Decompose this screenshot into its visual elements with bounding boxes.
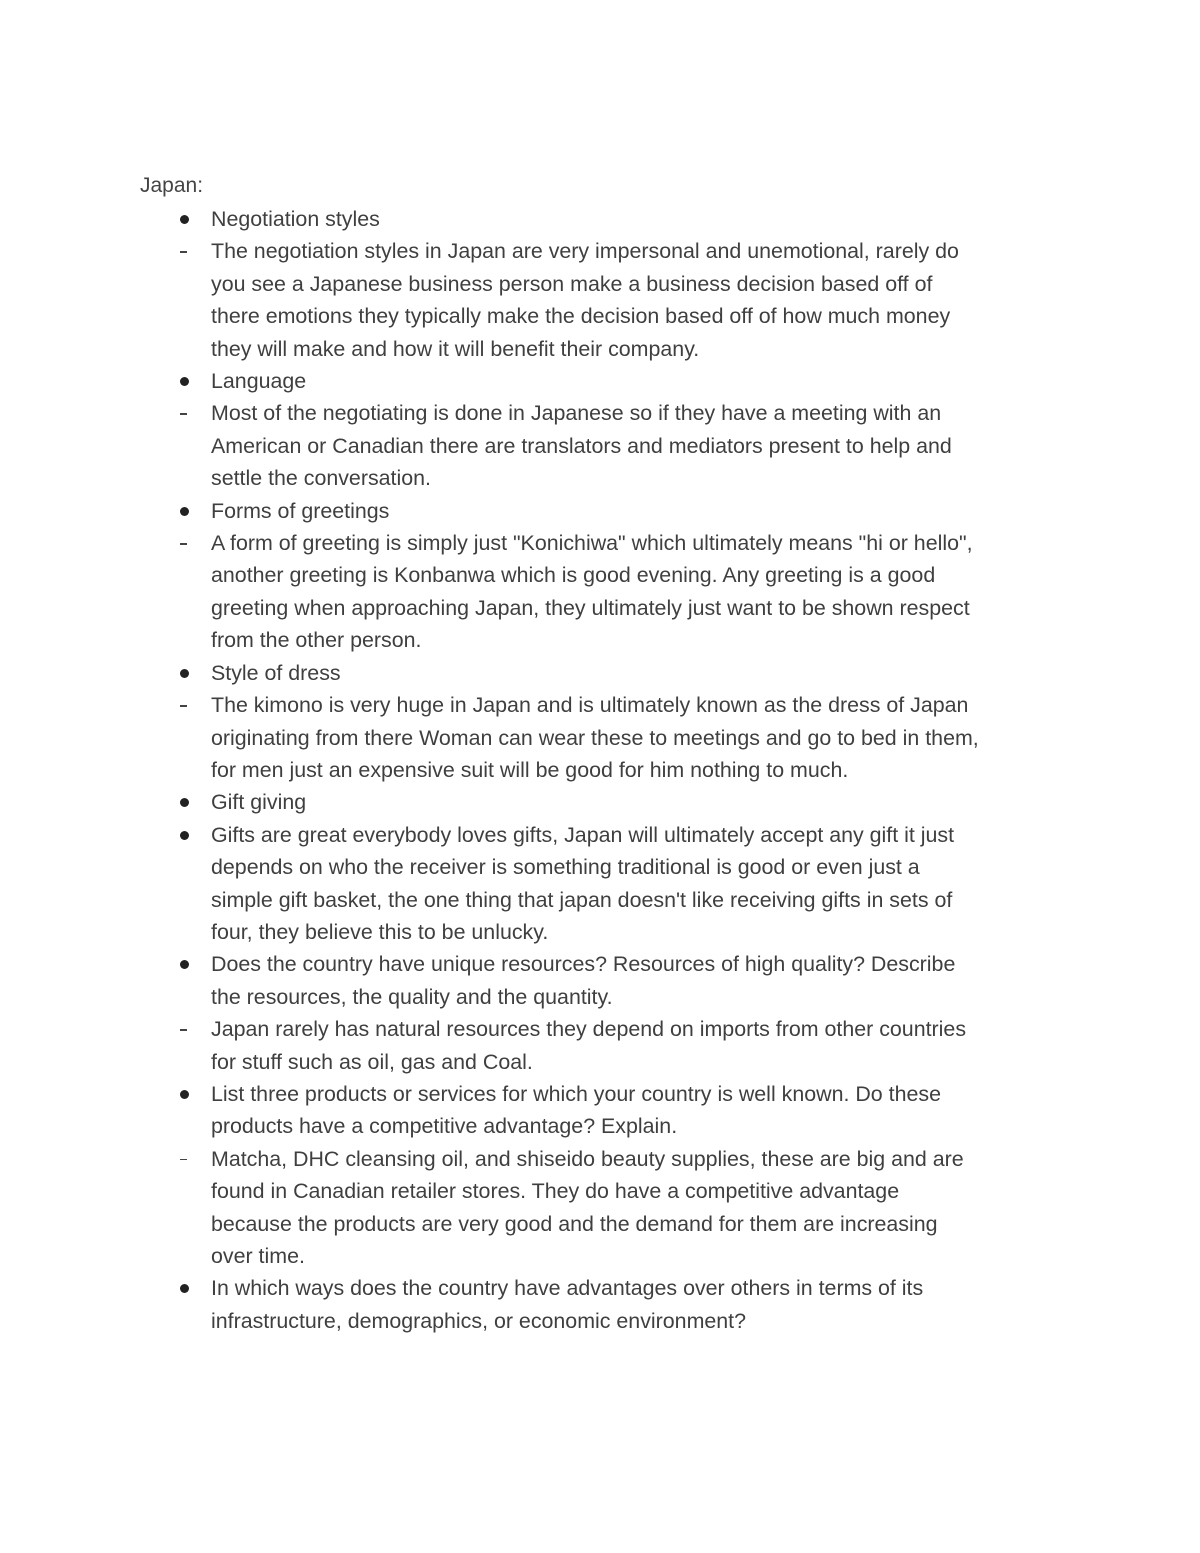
dash-list-item bbox=[140, 235, 1080, 365]
text-line: The negotiation styles in Japan are very impersonal and unemotional, rarely do bbox=[211, 239, 959, 264]
text-line: greeting when approaching Japan, they ultimately just want to be shown respect bbox=[211, 595, 970, 620]
text-line: for men just an expensive suit will be good for him nothing to much. bbox=[211, 757, 849, 782]
dash-icon bbox=[173, 527, 193, 559]
dash-icon bbox=[173, 689, 193, 721]
bullet-icon bbox=[173, 365, 193, 397]
text-line: List three products or services for which your country is well known. Do these bbox=[211, 1081, 941, 1106]
text-line: In which ways does the country have advantages over others in terms of its bbox=[211, 1276, 924, 1301]
dash-icon bbox=[173, 1143, 193, 1175]
text-line: settle the conversation. bbox=[211, 466, 431, 491]
text-line: for stuff such as oil, gas and Coal. bbox=[211, 1049, 533, 1074]
text-line: products have a competitive advantage? Explain. bbox=[211, 1114, 678, 1139]
text-line: infrastructure, demographics, or economic environment? bbox=[211, 1308, 747, 1333]
text-line: from the other person. bbox=[211, 628, 422, 653]
text-line: American or Canadian there are translators and mediators present to help and bbox=[211, 433, 952, 458]
bullet-list-item bbox=[140, 819, 1080, 949]
bullet-list-item bbox=[140, 495, 1080, 527]
dash-list-item bbox=[140, 527, 1080, 657]
dash-list-item bbox=[140, 1143, 1080, 1273]
text-line: Most of the negotiating is done in Japanese so if they have a meeting with an bbox=[211, 401, 942, 426]
text-line: A form of greeting is simply just "Konichiwa" which ultimately means "hi or hello", bbox=[211, 531, 973, 556]
notes-list bbox=[140, 203, 1080, 1337]
text-line: four, they believe this to be unlucky. bbox=[211, 919, 549, 944]
text-line: Style of dress bbox=[211, 660, 341, 685]
text-line: Gifts are great everybody loves gifts, Japan will ultimately accept any gift it just bbox=[211, 822, 955, 847]
bullet-list-item bbox=[140, 203, 1080, 235]
dash-icon bbox=[173, 397, 193, 429]
text-line: depends on who the receiver is something traditional is good or even just a bbox=[211, 855, 920, 880]
document-body bbox=[140, 171, 1080, 1337]
text-line: Negotiation styles bbox=[211, 207, 380, 231]
bullet-list-item bbox=[140, 1272, 1080, 1337]
text-line: Japan rarely has natural resources they depend on imports from other countries bbox=[211, 1017, 967, 1042]
text-line: you see a Japanese business person make a business decision based off of bbox=[211, 271, 933, 296]
text-line: the resources, the quality and the quantity. bbox=[211, 984, 613, 1009]
text-line: over time. bbox=[211, 1244, 305, 1268]
text-line: Gift giving bbox=[211, 790, 307, 815]
text-line: Language bbox=[211, 369, 307, 394]
bullet-list-item bbox=[140, 948, 1080, 1013]
bullet-icon bbox=[173, 495, 193, 527]
text-line: The kimono is very huge in Japan and is ultimately known as the dress of Japan bbox=[211, 693, 969, 718]
text-line: originating from there Woman can wear these to meetings and go to bed in them, bbox=[211, 725, 979, 750]
bullet-list-item bbox=[140, 365, 1080, 397]
dash-icon bbox=[173, 1013, 193, 1045]
text-line: simple gift basket, the one thing that japan doesn't like receiving gifts in sets of bbox=[211, 887, 953, 912]
text-line: found in Canadian retailer stores. They do have a competitive advantage bbox=[211, 1179, 900, 1204]
bullet-list-item bbox=[140, 1078, 1080, 1143]
document-heading: Japan: bbox=[140, 174, 204, 197]
bullet-list-item bbox=[140, 786, 1080, 818]
dash-list-item bbox=[140, 689, 1080, 786]
bullet-icon bbox=[173, 786, 193, 818]
bullet-list-item bbox=[140, 657, 1080, 689]
text-line: Does the country have unique resources? Resources of high quality? Describe bbox=[211, 952, 956, 977]
text-line: they will make and how it will benefit their company. bbox=[211, 336, 700, 361]
text-line: Forms of greetings bbox=[211, 498, 390, 523]
text-line: there emotions they typically make the decision based off of how much money bbox=[211, 304, 951, 329]
bullet-icon bbox=[173, 948, 193, 980]
text-line: another greeting is Konbanwa which is good evening. Any greeting is a good bbox=[211, 563, 936, 588]
dash-list-item bbox=[140, 1013, 1080, 1078]
dash-list-item bbox=[140, 397, 1080, 494]
bullet-icon bbox=[173, 1078, 193, 1110]
bullet-icon bbox=[173, 1272, 193, 1304]
bullet-icon bbox=[173, 657, 193, 689]
text-line: because the products are very good and the demand for them are increasing bbox=[211, 1211, 938, 1236]
bullet-icon bbox=[173, 819, 193, 851]
text-line: Matcha, DHC cleansing oil, and shiseido beauty supplies, these are big and are bbox=[211, 1146, 964, 1171]
dash-icon bbox=[173, 235, 193, 267]
bullet-icon bbox=[173, 203, 193, 235]
